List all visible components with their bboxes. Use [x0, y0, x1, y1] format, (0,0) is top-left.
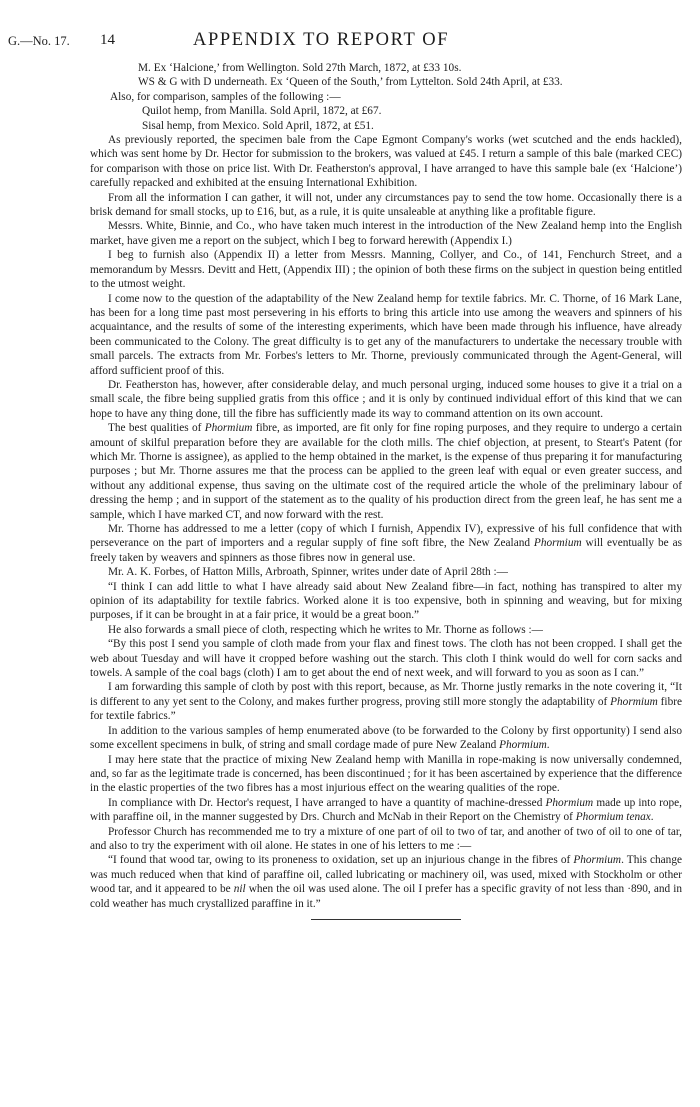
end-rule	[311, 919, 461, 920]
italic-term: Phormium tenax	[575, 811, 651, 824]
italic-term: Phormium	[545, 796, 594, 809]
paragraph: Dr. Featherston has, however, after considerable delay, and much personal urging, induced some houses to give it a trial on a small scale, the fibre being supplied gratis from this office ; and it is only by continued individual effort of this kind that we can hope to have any thing done, till the fibre has sufficiently made its way to command attention on its own account.	[90, 378, 682, 420]
paragraph: Professor Church has recommended me to try a mixture of one part of oil to two of tar, and another of two of oil to one of tar, and also to try the experiment with oil alone. He states in one of his letters to me :—	[90, 825, 682, 852]
quotation: “I found that wood tar, owing to its proneness to oxidation, set up an injurious change in the fibres of Phormium. This change was much reduced when that kind of paraffine oil, called lubricating or machinery oil, was used, mixed with Stockholm or other wood tar, and it appeared to be nil when the oil was used alone. The oil I prefer has a specific gravity of not less than ·890, and in cold weather has much crystallized paraffine in it.”	[90, 854, 682, 910]
italic-term: Phormium	[610, 695, 658, 708]
quotation: “I think I can add little to what I have already said about New Zealand fibre—in fact, nothing has transpired to alter my opinion of its adaptability for textile fabrics. Worked alone it is too expensive, both in spinning and weaving, but for mixing purposes, if it can be brought in at a fair price, it would be a great boon.”	[90, 580, 682, 622]
italic-term: nil	[233, 883, 246, 896]
quotation: “By this post I send you sample of cloth made from your flax and finest tows. The cloth has not been cropped. I shall get the web about Tuesday and will have it cropped before washing out the starch. This cloth I think would do well for corn sacks and towels. A sample of the coal bags (cloth) I am to get about the end of next week, and will forward to you as soon as I can.”	[90, 638, 682, 680]
paragraph: In addition to the various samples of hemp enumerated above (to be forwarded to the Colony by first opportunity) I send also some excellent specimens in bulk, of string and small cordage made of pure New Zealand Phormium.	[90, 724, 682, 752]
paragraph: I am forwarding this sample of cloth by post with this report, because, as Mr. Thorne justly remarks in the note covering it, “It is different to any yet sent to the Colony, and makes further progress, proving still more stongly the adaptability of Phormium fibre for textile fabrics.”	[90, 681, 682, 723]
sale-entry-m: M. Ex ‘Halcione,’ from Wellington. Sold 27th March, 1872, at £33 10s.	[138, 62, 462, 74]
paragraph: In compliance with Dr. Hector's request, I have arranged to have a quantity of machine-dressed Phormium made up into rope, with paraffine oil, in the manner suggested by Drs. Church and McNab in their Report on the Chemistry of Phormium tenax.	[90, 796, 683, 824]
italic-term: Phormium	[204, 422, 253, 435]
paragraph: Messrs. White, Binnie, and Co., who have taken much interest in the introduction of the New Zealand hemp into the English market, have given me a report on the subject, which I beg to forward herewith (Appendix I.)	[90, 220, 682, 247]
italic-term: Phormium	[573, 854, 622, 867]
sale-entry-sisal: Sisal hemp, from Mexico. Sold April, 1872, at £51.	[142, 119, 374, 132]
italic-term: Phormium	[533, 537, 582, 550]
page-header	[8, 30, 688, 56]
document-reference: G.—No. 17.	[8, 34, 70, 48]
page-number: 14	[100, 32, 115, 48]
paragraph: He also forwards a small piece of cloth, respecting which he writes to Mr. Thorne as follows :—	[108, 623, 543, 636]
sale-entry-quilot: Quilot hemp, from Manilla. Sold April, 1872, at £67.	[142, 105, 382, 118]
paragraph: I may here state that the practice of mixing New Zealand hemp with Manilla in rope-making is now universally condemned, and, so far as the legitimate trade is concerned, has been discontinued ; for it has been ascertained by experience that the difference in the elastic properties of the two fibres has a most injurious effect on the wearing qualities of the rope.	[90, 753, 682, 795]
paragraph: I beg to furnish also (Appendix II) a letter from Messrs. Manning, Collyer, and Co., of 141, Fenchurch Street, and a memorandum by Messrs. Devitt and Hett, (Appendix III) ; the opinion of both these firms on the subject in question being entitled to the utmost weight.	[90, 249, 682, 291]
paragraph: Mr. Thorne has addressed to me a letter (copy of which I furnish, Appendix IV), expressive of his full confidence that with perseverance on the part of importers and a regular supply of fine soft fibre, the New Zealand Phormium will eventually be as freely taken by weavers and spinners as those fibres now in general use.	[90, 523, 682, 564]
running-title: APPENDIX TO REPORT OF	[193, 30, 450, 50]
report-body	[90, 61, 682, 920]
paragraph: I come now to the question of the adaptability of the New Zealand hemp for textile fabrics. Mr. C. Thorne, of 16 Mark Lane, has been for a long time past most persevering in his efforts to bring this article into use among the weavers and spinners of his acquaintance, and the results of some of the interesting experiments, which have been made through his influence, have already been communicated to the Colony. The great difficulty is to get any of the manufacturers to undertake the necessary trouble with small parcels. The extracts from Mr. Forbes's letters to Mr. Thorne, previously communicated through the Agent-General, will afford sufficient proof of this.	[90, 292, 682, 377]
paragraph: As previously reported, the specimen bale from the Cape Egmont Company's works (wet scutched and the ends hackled), which was sent home by Dr. Hector for submission to the brokers, was valued at £45. I return a sample of this bale (marked CEC) for comparison with those on price list. With Dr. Featherston's approval, I have arranged to have this sample bale (ex ‘Halcione’) carefully repacked and exhibited at the ensuing International Exhibition.	[90, 134, 682, 190]
paragraph: From all the information I can gather, it will not, under any circumstances pay to send the tow home. Occasionally there is a brisk demand for small stocks, up to £16, but, as a rule, it is quite unsaleable at anything like a profitable figure.	[90, 191, 682, 219]
sale-entry-wsg: WS & G with D underneath. Ex ‘Queen of the South,’ from Lyttelton. Sold 24th April, at £33.	[138, 76, 563, 89]
comparison-intro: Also, for comparison, samples of the following :—	[110, 90, 341, 103]
paragraph: The best qualities of Phormium fibre, as imported, are fit only for fine roping purposes, and they require to undergo a certain amount of skilful preparation before they are available for the cloth mills. The chief objection, at present, to Steart's Patent (for which Mr. Thorne is assignee), as applied to the hemp obtained in the market, is the expense of thus preparing it for manufacturing purposes ; but Mr. Thorne assures me that the process can be applied to the green leaf with equal or even greater success, and without any additional expense, thus saving on the ultimate cost of the required article the whole of the preliminary labour of dressing the hemp ; and in support of the statement as to the quality of his production direct from the green leaf, he has sent me a sample, which I have marked CT, and now forward with the rest.	[90, 422, 683, 521]
italic-term: Phormium	[499, 739, 547, 752]
paragraph: Mr. A. K. Forbes, of Hatton Mills, Arbroath, Spinner, writes under date of April 28th :—	[108, 566, 508, 579]
